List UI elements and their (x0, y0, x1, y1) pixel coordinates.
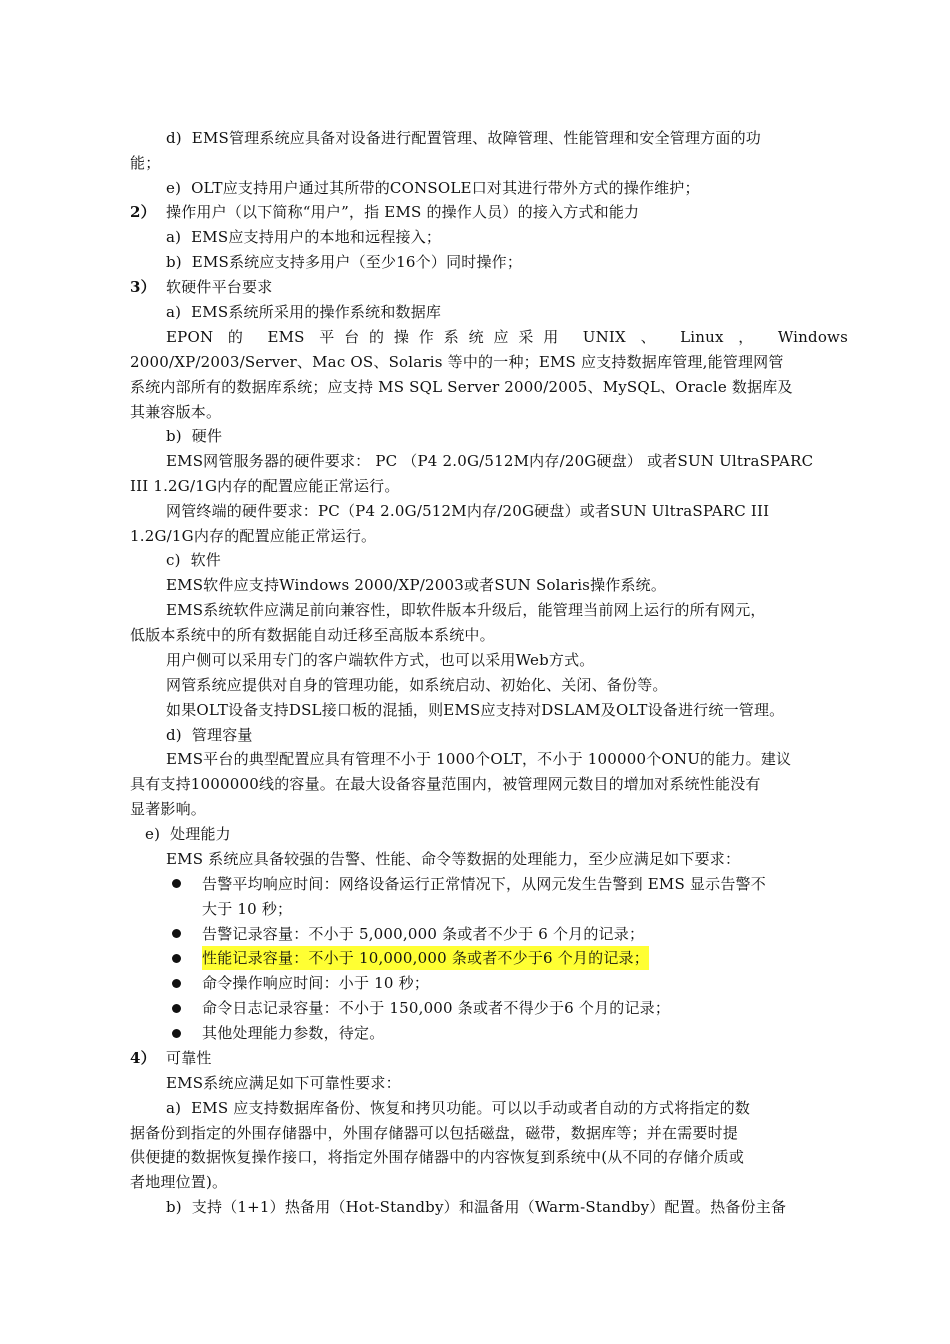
bullet-item-6: 其他处理能力参数，待定。 (202, 1024, 385, 1042)
item-e: e) OLT应支持用户通过其所带的CONSOLE口对其进行带外方式的操作维护； (166, 179, 700, 197)
section-3-c-paragraph-line-1: EMS软件应支持Windows 2000/XP/2003或者SUN Solaris操作系统。 (166, 576, 667, 594)
section-3-a-paragraph-line-1: EPON 的 EMS 平台的操作系统应采用 UNIX 、 Linux ， Windows (166, 328, 848, 346)
bullet-dot (172, 929, 181, 938)
section-3-c-paragraph-line-3: 低版本系统中的所有数据能自动迁移至高版本系统中。 (130, 626, 495, 644)
section-2-number: 2） (130, 203, 156, 221)
section-3-d-paragraph-line-3: 显著影响。 (130, 800, 207, 818)
section-3-c-paragraph-line-5: 网管系统应提供对自身的管理功能，如系统启动、初始化、关闭、备份等。 (166, 676, 668, 694)
bullet-item-4: 命令操作响应时间：小于 10 秒； (202, 974, 430, 992)
section-4-paragraph: EMS系统应满足如下可靠性要求： (166, 1074, 401, 1092)
section-3-b-paragraph-line-1: EMS网管服务器的硬件要求： PC （P4 2.0G/512M内存/20G硬盘） 或者SUN UltraSPARC (166, 452, 814, 470)
section-3-d-paragraph-line-1: EMS平台的典型配置应具有管理不小于 1000个OLT，不小于 100000个ONU的能力。建议 (166, 750, 792, 768)
bullet-dot (172, 979, 181, 988)
section-3-a-paragraph-line-4: 其兼容版本。 (130, 403, 222, 421)
section-3-c-paragraph-line-6: 如果OLT设备支持DSL接口板的混插，则EMS应支持对DSLAM及OLT设备进行统一管理。 (166, 701, 785, 719)
section-4-item-a-line-1: a) EMS 应支持数据库备份、恢复和拷贝功能。可以以手动或者自动的方式将指定的数 (166, 1099, 751, 1117)
section-3-number: 3） (130, 278, 156, 296)
section-2-item-a: a) EMS应支持用户的本地和远程接入； (166, 228, 442, 246)
bullet-dot (172, 954, 181, 963)
bullet-item-1-line-1: 告警平均响应时间：网络设备运行正常情况下，从网元发生告警到 EMS 显示告警不 (202, 875, 766, 893)
section-3-title: 软硬件平台要求 (166, 278, 273, 296)
section-4-item-a-line-4: 者地理位置)。 (130, 1173, 228, 1191)
section-4-number: 4） (130, 1049, 156, 1067)
section-3-item-e: e) 处理能力 (145, 825, 231, 843)
section-2-title: 操作用户（以下简称“用户”，指 EMS 的操作人员）的接入方式和能力 (166, 203, 640, 221)
section-3-a-paragraph-line-3: 系统内部所有的数据库系统；应支持 MS SQL Server 2000/2005、MySQL、Oracle 数据库及 (130, 378, 793, 396)
section-3-b-paragraph-line-3: 网管终端的硬件要求：PC（P4 2.0G/512M内存/20G硬盘）或者SUN UltraSPARC III (166, 502, 770, 520)
item-d-continuation: 能； (130, 154, 161, 172)
section-3-c-paragraph-line-4: 用户侧可以采用专门的客户端软件方式，也可以采用Web方式。 (166, 651, 595, 669)
section-3-e-paragraph-line-1: EMS 系统应具备较强的告警、性能、命令等数据的处理能力，至少应满足如下要求： (166, 850, 741, 868)
bullet-item-5: 命令日志记录容量：不小于 150,000 条或者不得少于6 个月的记录； (202, 999, 671, 1017)
section-3-item-b: b) 硬件 (166, 427, 223, 445)
section-3-item-c: c) 软件 (166, 551, 221, 569)
section-4-item-a-line-2: 据备份到指定的外围存储器中，外围存储器可以包括磁盘，磁带，数据库等；并在需要时提 (130, 1124, 739, 1142)
section-3-item-d: d) 管理容量 (166, 726, 253, 744)
item-d: d) EMS管理系统应具备对设备进行配置管理、故障管理、性能管理和安全管理方面的功 (166, 129, 761, 147)
section-3-a-paragraph-line-2: 2000/XP/2003/Server、Mac OS、Solaris 等中的一种；EMS 应支持数据库管理,能管理网管 (130, 353, 784, 371)
section-4-title: 可靠性 (166, 1049, 212, 1067)
bullet-dot (172, 1029, 181, 1038)
section-4-item-a-line-3: 供便捷的数据恢复操作接口，将指定外围存储器中的内容恢复到系统中(从不同的存储介质或 (130, 1148, 745, 1166)
section-3-d-paragraph-line-2: 具有支持1000000线的容量。在最大设备容量范围内，被管理网元数目的增加对系统性能没有 (130, 775, 761, 793)
section-3-c-paragraph-line-2: EMS系统软件应满足前向兼容性，即软件版本升级后，能管理当前网上运行的所有网元， (166, 601, 766, 619)
bullet-item-2: 告警记录容量：不小于 5,000,000 条或者不少于 6 个月的记录； (202, 925, 645, 943)
section-3-b-paragraph-line-4: 1.2G/1G内存的配置应能正常运行。 (130, 527, 377, 545)
section-2-item-b: b) EMS系统应支持多用户（至少16个）同时操作； (166, 253, 523, 271)
section-3-b-paragraph-line-2: III 1.2G/1G内存的配置应能正常运行。 (130, 477, 400, 495)
bullet-item-1-line-2: 大于 10 秒； (202, 900, 293, 918)
section-4-item-b-line-1: b) 支持（1+1）热备用（Hot-Standby）和温备用（Warm-Standby）配置。热备份主备 (166, 1198, 787, 1216)
bullet-dot (172, 879, 181, 888)
bullet-dot (172, 1004, 181, 1013)
bullet-item-3-highlighted: 性能记录容量：不小于 10,000,000 条或者不少于6 个月的记录； (202, 946, 649, 970)
section-3-item-a: a) EMS系统所采用的操作系统和数据库 (166, 303, 442, 321)
